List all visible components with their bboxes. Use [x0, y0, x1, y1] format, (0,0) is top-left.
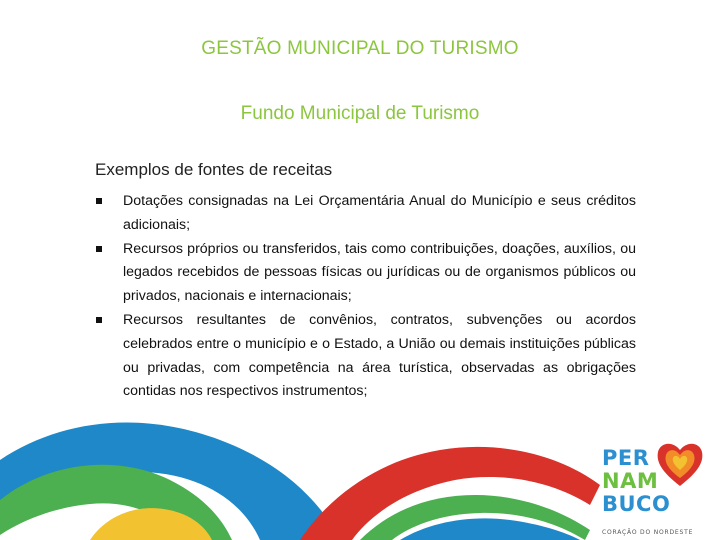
square-bullet-icon	[96, 198, 102, 204]
section-heading: Exemplos de fontes de receitas	[95, 160, 333, 179]
logo-line-3: BUCO	[602, 492, 671, 516]
bullet-list	[96, 190, 636, 404]
pernambuco-logo	[598, 438, 716, 536]
square-bullet-icon	[96, 317, 102, 323]
bullet-text: Recursos resultantes de convênios, contratos, subvenções ou acordos celebrados entre o município e o Estado, a União ou demais instituições públicas ou privadas, com competência na área turística, observadas as obrigações contidas nos respectivos instrumentos;	[123, 311, 636, 400]
logo-line-2: NAM	[602, 469, 659, 493]
logo-tagline: CORAÇÃO DO NORDESTE	[602, 529, 694, 536]
bullet-item	[96, 309, 636, 404]
heart-icon	[654, 438, 706, 490]
bullet-item	[96, 238, 636, 309]
bullet-text: Dotações consignadas na Lei Orçamentária Anual do Município e seus créditos adicionais;	[123, 193, 636, 233]
logo-line-1: PER	[602, 446, 650, 470]
bullet-item	[96, 190, 636, 238]
decorative-swoosh	[0, 400, 620, 540]
bullet-text: Recursos próprios ou transferidos, tais como contribuições, doações, auxílios, ou legados recebidos de pessoas físicas ou jurídicas ou de organismos públicos ou privados, nacionais e internacionais;	[123, 240, 636, 305]
slide-title: GESTÃO MUNICIPAL DO TURISMO	[201, 38, 519, 59]
slide-subtitle: Fundo Municipal de Turismo	[240, 103, 480, 124]
square-bullet-icon	[96, 246, 102, 252]
